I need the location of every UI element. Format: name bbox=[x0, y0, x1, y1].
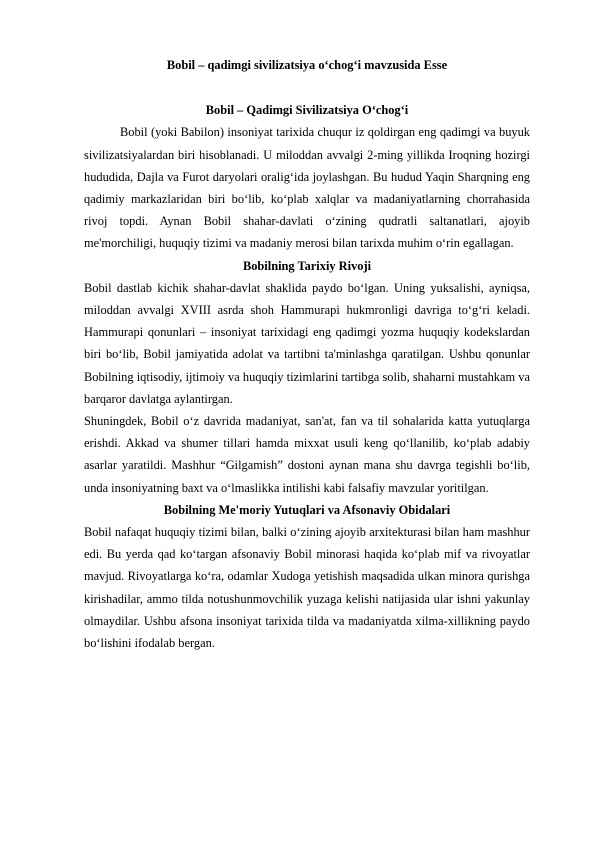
paragraph-architecture: Bobil nafaqat huquqiy tizimi bilan, balki oʻzining ajoyib arxitekturasi bilan ham mashhur edi. Bu yerda qad koʻtargan afsonaviy Bobil minorasi haqida koʻplab mif va rivoyatlar mavjud. Rivoyatlarga koʻra, odamlar Xudoga yetishish maqsadida ulkan minora qurishga kirishadilar, ammo tilda notushunmovchilik yuzaga kelishi natijasida ular ishni yakunlay olmaydilar. Ushbu afsona insoniyat tarixida tilda va madaniyatda xilma-xillikning paydo boʻlishini ifodalab bergan. bbox=[84, 525, 530, 651]
section-heading-intro: Bobil – Qadimgi Sivilizatsiya Oʻchogʻi bbox=[205, 103, 409, 118]
paragraph-intro: Bobil (yoki Babilon) insoniyat tarixida chuqur iz qoldirgan eng qadimgi va buyuk sivilizatsiyalardan biri hisoblanadi. U miloddan avvalgi 2-ming yillikda Iroqning hozirgi hududida, Dajla va Furot daryolari oraligʻida joylashgan. Bu hudud Yaqin Sharqning eng qadimiy markazlaridan biri boʻlib, koʻplab xalqlar va madaniyatlarning chorrahasida rivoj topdi. Aynan Bobil shahar-davlati oʻzining qudratli saltanatlari, ajoyib me'morchiligi, huquqiy tizimi va madaniy merosi bilan tarixda muhim oʻrin egallagan. bbox=[84, 125, 530, 251]
paragraph-history-2: Shuningdek, Bobil oʻz davrida madaniyat, san'at, fan va til sohalarida katta yutuqlarga erishdi. Akkad va shumer tillari hamda mixxat usuli keng qoʻllanilib, koʻplab adabiy asarlar yaratildi. Mashhur “Gilgamish” dostoni aynan mana shu davrga tegishli boʻlib, unda insoniyatning baxt va oʻlmaslikka intilishi kabi falsafiy mavzular yoritilgan. bbox=[84, 414, 530, 495]
section-intro bbox=[84, 99, 530, 254]
section-heading-architecture: Bobilning Me'moriy Yutuqlari va Afsonaviy Obidalari bbox=[163, 502, 451, 517]
section-heading-history: Bobilning Tarixiy Rivoji bbox=[242, 258, 372, 273]
paragraph-history-1: Bobil dastlab kichik shahar-davlat shaklida paydo boʻlgan. Uning yuksalishi, ayniqsa, miloddan avvalgi XVIII asrda shoh Hammurapi hukmronligi davriga toʻgʻri keladi. Hammurapi qonunlari – insoniyat tarixidagi eng qadimgi yozma huquqiy kodekslardan biri boʻlib, Bobil jamiyatida adolat va tartibni ta'minlashga qaratilgan. Ushbu qonunlar Bobilning iqtisodiy, ijtimoiy va huquqiy tizimlarini tartibga solib, shaharni mustahkam va barqaror davlatga aylantirgan. bbox=[84, 280, 530, 406]
section-architecture bbox=[84, 499, 530, 654]
section-history bbox=[84, 255, 530, 499]
document-page bbox=[84, 54, 530, 654]
document-title: Bobil – qadimgi sivilizatsiya oʻchogʻi mavzusida Esse bbox=[166, 58, 448, 72]
